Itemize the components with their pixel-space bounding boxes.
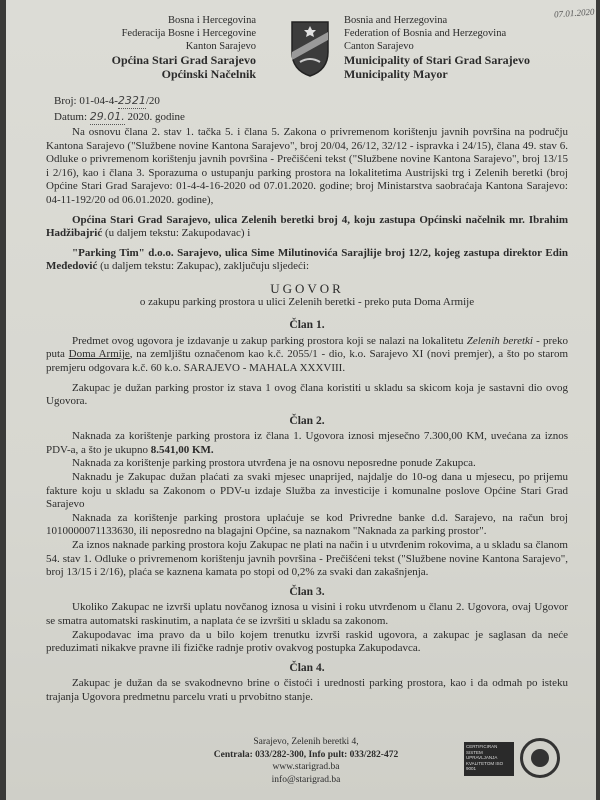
document-page <box>6 0 596 800</box>
certification-logos <box>464 738 574 778</box>
header-right <box>344 14 530 81</box>
article-heading: Član 4. <box>289 661 325 674</box>
certification-seal-icon <box>520 738 560 778</box>
footer-email: info@starigrad.ba <box>271 774 341 785</box>
document-body <box>46 126 568 711</box>
party-lessor: Općina Stari Grad Sarajevo, ulica Zelenih beretki broj 4, koju zastupa Općinski načelnik mr. Ibrahim Hadžibajrić (u daljem tekstu: Zakupodavac) i <box>46 213 568 240</box>
article-paragraph: Zakupac je dužan parking prostor iz stava 1 ovog člana koristiti u skladu sa skicom koja je sastavni dio ovog Ugovora. <box>46 381 568 408</box>
article-paragraph: Naknada za korištenje parking prostora uplaćuje se kod Privredne banke d.d. Sarajevo, na račun broj 1010000071133630, ili neposredno na blagajni Općine, sa naznakom "Naknada za parking prostor". <box>46 511 568 538</box>
coat-of-arms-icon <box>288 18 332 78</box>
header-left-line: Kanton Sarajevo <box>185 41 256 52</box>
header-left-line: Federacija Bosne i Hercegovine <box>121 28 256 39</box>
header-right-line: Bosnia and Herzegovina <box>344 15 448 26</box>
article-paragraph: Zakupodavac ima pravo da u bilo kojem trenutku izvrši raskid ugovora, a zakupac je saglasan da neće preduzimati nikakve pravne ili fizičke radnje protiv ovakvog postupka Zakupodavca. <box>46 628 568 655</box>
footer <box>206 736 406 786</box>
header-left-bold: Općinski Načelnik <box>161 67 256 81</box>
contract-subtitle: o zakupu parking prostora u ulici Zelenih beretki - preko puta Doma Armije <box>139 295 475 308</box>
header-right-line: Federation of Bosnia and Herzegovina <box>344 28 507 39</box>
handwritten-number: 2321 <box>117 94 146 107</box>
article-heading: Član 2. <box>289 414 325 427</box>
reference-number: Broj: 01-04-4-2321/20 <box>54 94 160 107</box>
article-paragraph: Naknada za korištenje parking prostora utvrđena je na osnovu neposredne ponude Zakupca. <box>72 457 476 470</box>
footer-address: Sarajevo, Zelenih beretki 4, <box>253 737 359 747</box>
article-paragraph: Za iznos naknade parking prostora koju Zakupac ne plati na način i u utvrđenim rokovima, a u skladu sa članom 54. stav 1. Odluke o privremenom korištenju javnih površina - Prečišćeni tekst ("Službene novine Kantona Sarajevo", broj 13/15 i 2/16), plaća se kaznena kamata po stopi od 0,2% za svaki dan zakašnjenja. <box>46 539 568 579</box>
party-lessee: "Parking Tim" d.o.o. Sarajevo, ulica Sime Milutinovića Sarajlije broj 12/2, kojeg zastupa direktor Edin Međedović (u daljem tekstu: Zakupac), zaključuju sljedeći: <box>46 246 568 273</box>
iso-certificate-logo: CERTIFICIRAN SISTEM UPRAVLJANJA KVALITETOM ISO 9001 <box>464 742 514 776</box>
header-right-bold: Municipality of Stari Grad Sarajevo <box>344 53 530 67</box>
contract-title: UGOVOR <box>270 280 344 296</box>
header-left <box>112 14 256 81</box>
article-heading: Član 3. <box>289 585 325 598</box>
article-paragraph: Ukoliko Zakupac ne izvrši uplatu novčanog iznosa u visini i roku utvrđenom u članu 2. Ugovora, ovaj Ugovor se smatra automatski raskinutim, a naplata će se izvršiti u skladu sa zakonom. <box>46 601 568 627</box>
footer-website: www.starigrad.ba <box>272 762 340 772</box>
footer-phones: Centrala: 033/282-300, Info pult: 033/282-472 <box>213 749 399 760</box>
article-heading: Član 1. <box>289 319 325 332</box>
header-left-line: Bosna i Hercegovina <box>167 15 256 26</box>
reference-date: Datum: 29.01. 2020. godine <box>54 110 185 123</box>
reference-block <box>54 93 185 125</box>
handwritten-date-stamp: 07.01.2020 <box>553 6 595 20</box>
article-paragraph: Naknadu je Zakupac dužan plaćati za svaki mjesec unaprijed, najdalje do 10-og dana u mjesecu, po prijemu fakture koju u skladu sa Zakonom o PDV-u izdaje Služba za investicije i komunalne poslove Općine Stari Grad Sarajevo <box>46 471 568 511</box>
preamble: Na osnovu člana 2. stav 1. tačka 5. i člana 5. Zakona o privremenom korištenju javnih površina na području Kantona Sarajevo ("Službene novine Kantona Sarajevo", broj 20/04, 26/12, 32/12 - ispravka i 24/15), člana 49. stav 6. Odluke o privremenom korištenju javnih površina - Prečišćeni tekst ("Službene novine Kantona Sarajevo", broj 13/15 i 2/16), kao i člana 3. Sporazuma o ustupanju parking prostora na lokalitetima Austrijski trg i Zelenih beretki (broj Općine Stari Grad Sarajevo: 01-4-4-16-2020 od 07.01.2020. godine; broj Ministarstva saobraćaja Kantona Sarajevo: 04-11-192/20 od 06.01.2020. godine), <box>46 126 568 206</box>
handwritten-date: 29.01. <box>89 110 125 123</box>
article-paragraph: Zakupac je dužan da se svakodnevno brine o čistoći i urednosti parking prostora, kao i da odmah po isteku trajanja Ugovora predmetnu parcelu vrati u prvobitno stanje. <box>46 677 568 703</box>
header-right-line: Canton Sarajevo <box>344 41 414 52</box>
header-right-bold: Municipality Mayor <box>344 67 448 81</box>
article-paragraph: Naknada za korištenje parking prostora iz člana 1. Ugovora iznosi mjesečno 7.300,00 KM, uvećana za iznos PDV-a, a što je ukupno 8.541,00 KM. <box>46 430 568 456</box>
header-left-bold: Općina Stari Grad Sarajevo <box>111 53 256 67</box>
article-paragraph: Predmet ovog ugovora je izdavanje u zakup parking prostora koji se nalazi na lokalitetu Zelenih beretki - preko puta Doma Armije, na zemljištu označenom kao k.č. 2055/1 - dio, k.o. Sarajevo XI (novi premjer), a što po starom premjeru odgovara k.č. 60 k.o. SARAJEVO - MAHALA XXXVIII. <box>46 334 568 374</box>
